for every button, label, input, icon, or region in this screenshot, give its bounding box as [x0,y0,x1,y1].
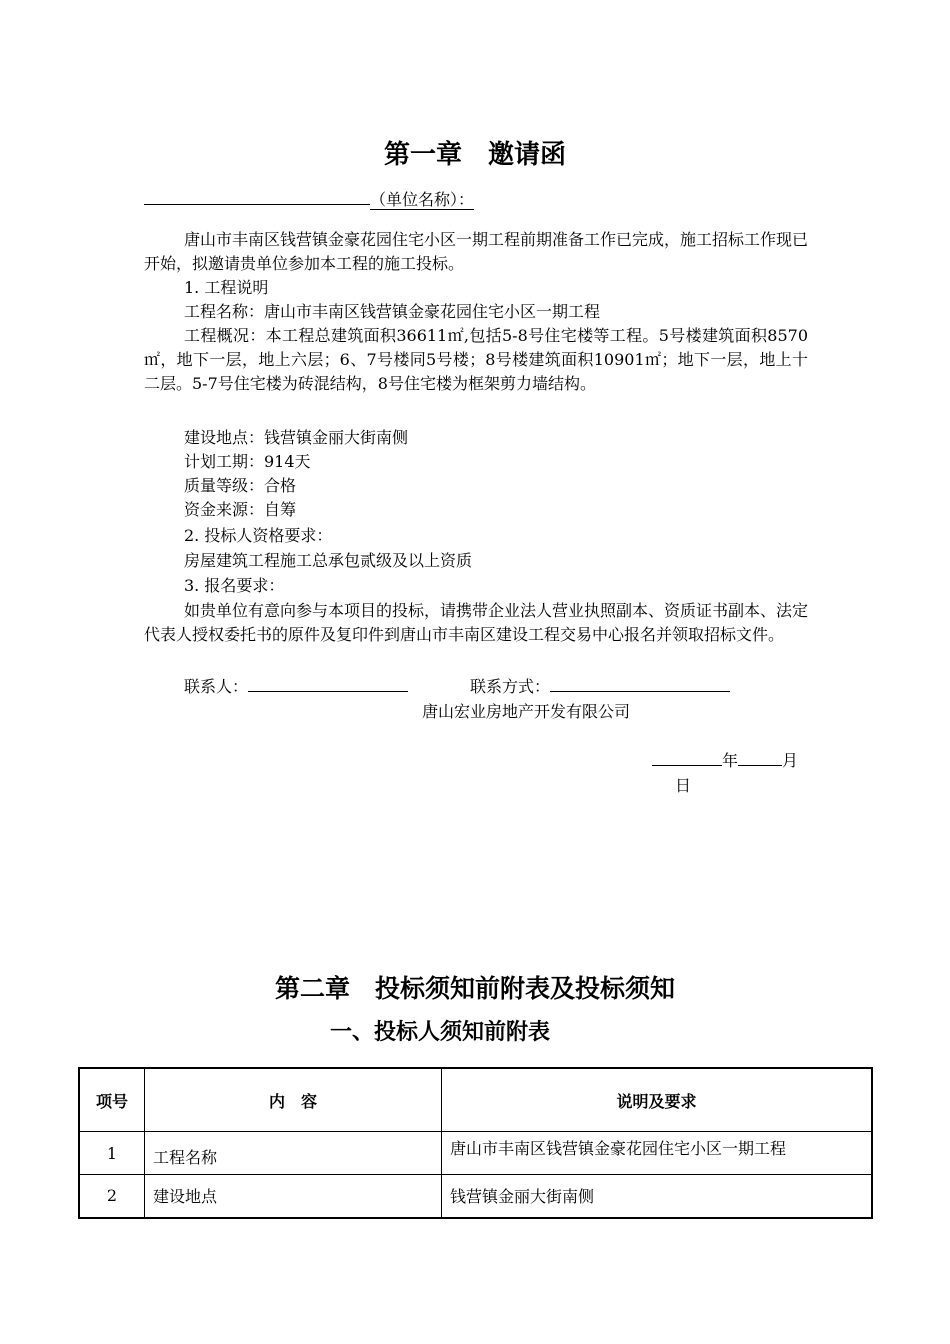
section2-heading: 2. 投标人资格要求： [184,526,333,545]
registration-paragraph: 如贵单位有意向参与本项目的投标，请携带企业法人营业执照副本、资质证书副本、法定代表人授权委托书的原件及复印件到唐山市丰南区建设工程交易中心报名并领取招标文件。 [144,601,809,644]
row-no: 2 [79,1175,145,1218]
table-header-row [79,1068,872,1132]
quality: 质量等级：合格 [184,476,297,495]
contact-blank [248,677,408,692]
row-item: 工程名称 [145,1132,442,1175]
company-name: 唐山宏业房地产开发有限公司 [422,702,631,721]
bidder-notice-table [78,1067,873,1219]
contact-method-label: 联系方式： [470,677,551,696]
row-no: 1 [79,1132,145,1175]
table-row [79,1132,872,1175]
row-item: 建设地点 [145,1175,442,1218]
duration: 计划工期：914天 [184,452,311,471]
row-description: 钱营镇金丽大街南侧 [442,1175,873,1218]
contact-method-row [470,675,730,699]
chapter2-title: 第二章 投标须知前附表及投标须知 [274,974,675,1003]
chapter2-subtitle: 一、投标人须知前附表 [330,1020,551,1045]
date-line [652,749,798,773]
row-description: 唐山市丰南区钱营镇金豪花园住宅小区一期工程 [442,1132,873,1175]
header-no: 项号 [79,1068,145,1132]
project-overview: 工程概况：本工程总建筑面积36611㎡,包括5-8号住宅楼等工程。5号楼建筑面积8570㎡，地下一层，地上六层；6、7号楼同5号楼；8号楼建筑面积10901㎡；地下一层，地上十二层。5-7号住宅楼为砖混结构，8号住宅楼为框架剪力墙结构。 [144,326,808,393]
chapter1-title: 第一章 邀请函 [383,140,566,170]
table-row [79,1175,872,1218]
day-label: 日 [675,776,692,795]
qualification: 房屋建筑工程施工总承包贰级及以上资质 [184,551,473,570]
location: 建设地点：钱营镇金丽大街南侧 [184,428,409,447]
addressee-suffix: （单位名称）： [370,190,475,209]
section1-heading: 1. 工程说明 [184,278,269,297]
month-blank [738,751,782,766]
month-label: 月 [782,751,799,770]
contact-label: 联系人： [184,677,249,696]
section3-heading: 3. 报名要求： [184,576,285,595]
contact-method-blank [550,677,730,692]
header-content: 内 容 [145,1068,442,1132]
addressee-line [144,188,474,212]
project-name: 工程名称：唐山市丰南区钱营镇金豪花园住宅小区一期工程 [184,302,601,321]
intro-paragraph: 唐山市丰南区钱营镇金豪花园住宅小区一期工程前期准备工作已完成，施工招标工作现已开始，拟邀请贵单位参加本工程的施工投标。 [144,230,809,273]
header-description: 说明及要求 [442,1068,873,1132]
contact-row [184,675,408,699]
year-label: 年 [722,751,739,770]
funding: 资金来源：自筹 [184,500,297,519]
addressee-blank [144,190,370,205]
year-blank [652,751,722,766]
